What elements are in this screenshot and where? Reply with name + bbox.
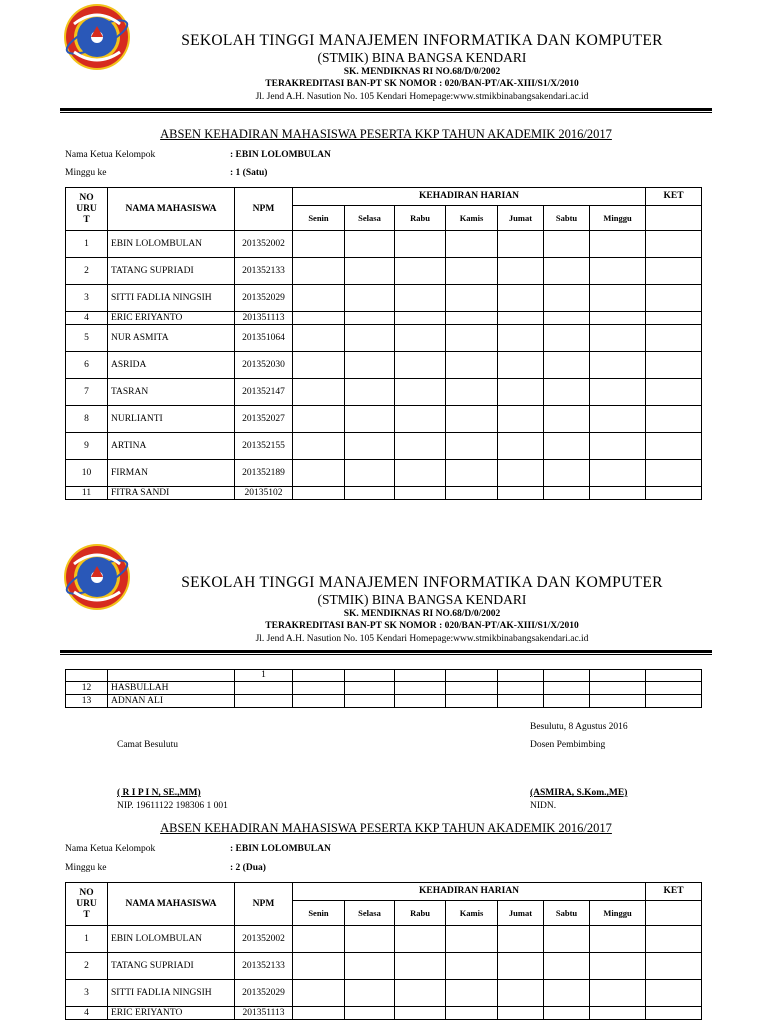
attendance-cell[interactable] xyxy=(498,460,544,487)
row-nama: ADNAN ALI xyxy=(108,695,235,708)
attendance-cell[interactable] xyxy=(544,1007,590,1020)
right-signer-role: Dosen Pembimbing xyxy=(530,740,606,750)
attendance-cell[interactable] xyxy=(293,406,345,433)
row-npm: 201352002 xyxy=(235,926,293,953)
attendance-cell[interactable] xyxy=(293,682,345,695)
attendance-cell[interactable] xyxy=(544,258,590,285)
row-nama: SITTI FADLIA NINGSIH xyxy=(108,285,235,312)
ket-cell[interactable] xyxy=(646,695,702,708)
col-no-header: NO URU T xyxy=(66,883,108,926)
attendance-cell[interactable] xyxy=(345,285,395,312)
attendance-cell[interactable] xyxy=(345,487,395,500)
table-row xyxy=(66,433,702,460)
row-npm: 201352133 xyxy=(235,258,293,285)
row-npm: 201351113 xyxy=(235,312,293,325)
col-ket-header: KET xyxy=(646,188,702,206)
attendance-cell[interactable] xyxy=(590,953,646,980)
institution-short: (STMIK) BINA BANGSA KENDARI xyxy=(317,50,527,65)
row-no: 2 xyxy=(66,953,108,980)
ket-cell[interactable] xyxy=(646,980,702,1007)
attendance-cell[interactable] xyxy=(395,325,446,352)
row-nama: ARTINA xyxy=(108,433,235,460)
letterhead-rule-thin xyxy=(60,654,712,655)
table-row xyxy=(66,285,702,312)
attendance-cell[interactable] xyxy=(446,406,498,433)
attendance-cell[interactable] xyxy=(395,1007,446,1020)
day-selasa: Selasa xyxy=(345,901,395,926)
row-npm: 201352029 xyxy=(235,285,293,312)
table-row xyxy=(66,980,702,1007)
attendance-cell[interactable] xyxy=(293,695,345,708)
institution-address: Jl. Jend A.H. Nasution No. 105 Kendari Homepage:www.stmikbinabangsakendari.ac.id xyxy=(255,92,589,102)
row-no: 1 xyxy=(66,926,108,953)
table-row xyxy=(66,1007,702,1020)
attendance-cell[interactable] xyxy=(544,487,590,500)
row-npm xyxy=(235,682,293,695)
attendance-cell[interactable] xyxy=(446,926,498,953)
left-signer-role: Camat Besulutu xyxy=(117,740,178,750)
ket-cell[interactable] xyxy=(646,953,702,980)
attendance-cell[interactable] xyxy=(446,695,498,708)
ket-cell[interactable] xyxy=(646,379,702,406)
row-npm: 201352155 xyxy=(235,433,293,460)
left-signer-name: ( R I P I N, SE.,MM) xyxy=(117,788,201,798)
row-nama: TASRAN xyxy=(108,379,235,406)
attendance-cell[interactable] xyxy=(395,460,446,487)
attendance-cell[interactable] xyxy=(446,460,498,487)
ketua-label: Nama Ketua Kelompok xyxy=(65,150,156,160)
ket-cell[interactable] xyxy=(646,406,702,433)
row-nama: EBIN LOLOMBULAN xyxy=(108,926,235,953)
row-npm: 201352147 xyxy=(235,379,293,406)
attendance-cell[interactable] xyxy=(544,325,590,352)
table-row xyxy=(66,926,702,953)
attendance-cell[interactable] xyxy=(590,258,646,285)
row-npm: 201352189 xyxy=(235,460,293,487)
attendance-cell[interactable] xyxy=(395,980,446,1007)
ket-sub xyxy=(646,206,702,231)
attendance-cell[interactable] xyxy=(498,487,544,500)
minggu-label: Minggu ke xyxy=(65,863,107,873)
attendance-cell[interactable] xyxy=(293,980,345,1007)
day-selasa: Selasa xyxy=(345,206,395,231)
attendance-cell[interactable] xyxy=(293,953,345,980)
col-nama-header: NAMA MAHASISWA xyxy=(108,883,235,926)
attendance-cell[interactable] xyxy=(498,312,544,325)
attendance-cell[interactable] xyxy=(395,312,446,325)
attendance-cell[interactable] xyxy=(293,231,345,258)
table-row xyxy=(66,379,702,406)
day-senin: Senin xyxy=(293,901,345,926)
institution-address: Jl. Jend A.H. Nasution No. 105 Kendari Homepage:www.stmikbinabangsakendari.ac.id xyxy=(255,634,589,644)
attendance-cell[interactable] xyxy=(544,980,590,1007)
attendance-cell[interactable] xyxy=(395,487,446,500)
table-row xyxy=(66,953,702,980)
attendance-cell[interactable] xyxy=(293,258,345,285)
row-npm: 201351113 xyxy=(235,1007,293,1020)
col-nama-header: NAMA MAHASISWA xyxy=(108,188,235,231)
day-rabu: Rabu xyxy=(395,901,446,926)
attendance-cell[interactable] xyxy=(293,379,345,406)
attendance-cell[interactable] xyxy=(293,352,345,379)
week-2-rows xyxy=(66,926,702,1020)
day-minggu: Minggu xyxy=(590,901,646,926)
attendance-cell[interactable] xyxy=(498,379,544,406)
attendance-cell[interactable] xyxy=(293,312,345,325)
ket-cell[interactable] xyxy=(646,231,702,258)
attendance-cell[interactable] xyxy=(590,433,646,460)
attendance-cell[interactable] xyxy=(590,695,646,708)
attendance-cell[interactable] xyxy=(498,926,544,953)
attendance-cell[interactable] xyxy=(293,926,345,953)
row-no: 3 xyxy=(66,980,108,1007)
attendance-table-continued xyxy=(65,669,702,708)
col-kehadiran-header: KEHADIRAN HARIAN xyxy=(293,883,646,901)
npm-tail: 1 xyxy=(235,670,293,682)
attendance-cell[interactable] xyxy=(345,406,395,433)
attendance-cell[interactable] xyxy=(446,285,498,312)
attendance-cell[interactable] xyxy=(345,231,395,258)
row-nama: EBIN LOLOMBULAN xyxy=(108,231,235,258)
attendance-cell[interactable] xyxy=(590,312,646,325)
attendance-cell[interactable] xyxy=(293,325,345,352)
row-nama: NUR ASMITA xyxy=(108,325,235,352)
row-no: 10 xyxy=(66,460,108,487)
row-nama: HASBULLAH xyxy=(108,682,235,695)
attendance-cell[interactable] xyxy=(345,980,395,1007)
row-no: 9 xyxy=(66,433,108,460)
attendance-cell[interactable] xyxy=(498,953,544,980)
institution-sk: SK. MENDIKNAS RI NO.68/D/0/2002 xyxy=(343,67,501,77)
minggu-value: : 2 (Dua) xyxy=(230,863,266,873)
col-npm-header: NPM xyxy=(235,883,293,926)
ket-cell[interactable] xyxy=(646,352,702,379)
row-no: 3 xyxy=(66,285,108,312)
ket-cell[interactable] xyxy=(646,325,702,352)
ket-cell[interactable] xyxy=(646,460,702,487)
attendance-cell[interactable] xyxy=(395,406,446,433)
attendance-cell[interactable] xyxy=(293,285,345,312)
institution-accreditation: TERAKREDITASI BAN-PT SK NOMOR : 020/BAN-PT/AK-XIII/S1/X/2010 xyxy=(265,79,579,89)
day-minggu: Minggu xyxy=(590,206,646,231)
attendance-cell[interactable] xyxy=(544,231,590,258)
attendance-cell[interactable] xyxy=(395,926,446,953)
attendance-cell[interactable] xyxy=(498,980,544,1007)
attendance-cell[interactable] xyxy=(544,953,590,980)
table-row xyxy=(66,406,702,433)
attendance-cell[interactable] xyxy=(345,325,395,352)
attendance-cell[interactable] xyxy=(498,682,544,695)
row-npm: 201352027 xyxy=(235,406,293,433)
attendance-cell[interactable] xyxy=(590,980,646,1007)
letterhead-rule xyxy=(60,650,712,653)
letterhead-rule-thin xyxy=(60,112,712,113)
ket-cell[interactable] xyxy=(646,285,702,312)
table-row xyxy=(66,258,702,285)
row-no: 4 xyxy=(66,312,108,325)
ket-cell[interactable] xyxy=(646,926,702,953)
document-title: ABSEN KEHADIRAN MAHASISWA PESERTA KKP TAHUN AKADEMIK 2016/2017 xyxy=(160,127,612,141)
attendance-cell[interactable] xyxy=(544,460,590,487)
day-jumat: Jumat xyxy=(498,206,544,231)
attendance-cell[interactable] xyxy=(345,352,395,379)
attendance-cell[interactable] xyxy=(590,352,646,379)
attendance-cell[interactable] xyxy=(590,379,646,406)
attendance-cell[interactable] xyxy=(395,682,446,695)
attendance-cell[interactable] xyxy=(345,433,395,460)
ket-cell[interactable] xyxy=(646,258,702,285)
institution-short: (STMIK) BINA BANGSA KENDARI xyxy=(317,592,527,607)
day-jumat: Jumat xyxy=(498,901,544,926)
attendance-cell[interactable] xyxy=(590,1007,646,1020)
ket-cell[interactable] xyxy=(646,312,702,325)
right-signer-name: (ASMIRA, S.Kom.,ME) xyxy=(530,788,628,798)
attendance-cell[interactable] xyxy=(544,695,590,708)
attendance-cell[interactable] xyxy=(395,433,446,460)
row-nama: FIRMAN xyxy=(108,460,235,487)
col-kehadiran-header: KEHADIRAN HARIAN xyxy=(293,188,646,206)
table-row xyxy=(66,695,702,708)
col-ket-header: KET xyxy=(646,883,702,901)
attendance-cell[interactable] xyxy=(446,379,498,406)
attendance-cell[interactable] xyxy=(498,406,544,433)
attendance-cell[interactable] xyxy=(446,352,498,379)
row-nama: TATANG SUPRIADI xyxy=(108,258,235,285)
table-row xyxy=(66,352,702,379)
attendance-cell[interactable] xyxy=(498,258,544,285)
attendance-cell[interactable] xyxy=(293,1007,345,1020)
row-no: 13 xyxy=(66,695,108,708)
place-date: Besulutu, 8 Agustus 2016 xyxy=(530,722,628,732)
attendance-cell[interactable] xyxy=(446,433,498,460)
attendance-cell[interactable] xyxy=(590,460,646,487)
letterhead-rule xyxy=(60,108,712,111)
ket-cell[interactable] xyxy=(646,682,702,695)
row-no: 2 xyxy=(66,258,108,285)
row-nama: SITTI FADLIA NINGSIH xyxy=(108,980,235,1007)
row-no: 5 xyxy=(66,325,108,352)
col-no-header: NO URU T xyxy=(66,188,108,231)
attendance-cell[interactable] xyxy=(395,953,446,980)
attendance-cell[interactable] xyxy=(544,682,590,695)
attendance-cell[interactable] xyxy=(544,312,590,325)
minggu-value: : 1 (Satu) xyxy=(230,168,268,178)
week-1-rows xyxy=(66,231,702,500)
attendance-cell[interactable] xyxy=(395,285,446,312)
attendance-cell[interactable] xyxy=(395,352,446,379)
table-row xyxy=(66,325,702,352)
row-npm: 201352030 xyxy=(235,352,293,379)
attendance-cell[interactable] xyxy=(395,695,446,708)
attendance-cell[interactable] xyxy=(498,352,544,379)
attendance-cell[interactable] xyxy=(345,379,395,406)
stmik-logo-icon xyxy=(62,2,132,72)
page-2 xyxy=(0,540,768,1024)
attendance-cell[interactable] xyxy=(498,285,544,312)
attendance-cell[interactable] xyxy=(446,953,498,980)
row-npm: 201351064 xyxy=(235,325,293,352)
row-nama: ERIC ERIYANTO xyxy=(108,312,235,325)
ket-cell[interactable] xyxy=(646,433,702,460)
attendance-cell[interactable] xyxy=(498,433,544,460)
attendance-cell[interactable] xyxy=(544,352,590,379)
attendance-cell[interactable] xyxy=(446,325,498,352)
attendance-cell[interactable] xyxy=(446,258,498,285)
ketua-value: : EBIN LOLOMBULAN xyxy=(230,844,331,854)
attendance-cell[interactable] xyxy=(498,695,544,708)
attendance-cell[interactable] xyxy=(345,460,395,487)
institution-accreditation: TERAKREDITASI BAN-PT SK NOMOR : 020/BAN-PT/AK-XIII/S1/X/2010 xyxy=(265,621,579,631)
row-no: 1 xyxy=(66,231,108,258)
attendance-cell[interactable] xyxy=(590,231,646,258)
day-senin: Senin xyxy=(293,206,345,231)
row-npm: 20135102 xyxy=(235,487,293,500)
row-no: 12 xyxy=(66,682,108,695)
table-row xyxy=(66,670,702,682)
document-title: ABSEN KEHADIRAN MAHASISWA PESERTA KKP TAHUN AKADEMIK 2016/2017 xyxy=(160,821,612,835)
row-no: 4 xyxy=(66,1007,108,1020)
ket-sub xyxy=(646,901,702,926)
attendance-cell[interactable] xyxy=(395,231,446,258)
attendance-cell[interactable] xyxy=(395,258,446,285)
institution-name: SEKOLAH TINGGI MANAJEMEN INFORMATIKA DAN KOMPUTER xyxy=(181,32,663,49)
row-nama: ERIC ERIYANTO xyxy=(108,1007,235,1020)
row-nama: ASRIDA xyxy=(108,352,235,379)
row-no: 8 xyxy=(66,406,108,433)
attendance-cell[interactable] xyxy=(293,487,345,500)
row-npm: 201352002 xyxy=(235,231,293,258)
attendance-table-week-1 xyxy=(65,187,702,500)
attendance-cell[interactable] xyxy=(590,325,646,352)
attendance-cell[interactable] xyxy=(544,285,590,312)
attendance-cell[interactable] xyxy=(345,953,395,980)
row-npm: 201352133 xyxy=(235,953,293,980)
day-sabtu: Sabtu xyxy=(544,206,590,231)
attendance-cell[interactable] xyxy=(293,433,345,460)
row-nama: TATANG SUPRIADI xyxy=(108,953,235,980)
table-row xyxy=(66,487,702,500)
attendance-cell[interactable] xyxy=(544,926,590,953)
attendance-cell[interactable] xyxy=(446,487,498,500)
left-signer-id: NIP. 19611122 198306 1 001 xyxy=(117,801,228,811)
attendance-cell[interactable] xyxy=(498,325,544,352)
attendance-cell[interactable] xyxy=(446,312,498,325)
table-row xyxy=(66,312,702,325)
attendance-cell[interactable] xyxy=(345,258,395,285)
attendance-cell[interactable] xyxy=(345,682,395,695)
attendance-cell[interactable] xyxy=(446,980,498,1007)
attendance-cell[interactable] xyxy=(544,379,590,406)
right-signer-id: NIDN. xyxy=(530,801,557,811)
table-row xyxy=(66,682,702,695)
attendance-cell[interactable] xyxy=(498,1007,544,1020)
attendance-cell[interactable] xyxy=(293,460,345,487)
attendance-cell[interactable] xyxy=(590,487,646,500)
minggu-label: Minggu ke xyxy=(65,168,107,178)
ket-cell[interactable] xyxy=(646,1007,702,1020)
attendance-cell[interactable] xyxy=(544,433,590,460)
ket-cell[interactable] xyxy=(646,487,702,500)
attendance-table-week-2 xyxy=(65,882,702,1020)
attendance-cell[interactable] xyxy=(590,926,646,953)
attendance-cell[interactable] xyxy=(544,406,590,433)
row-no: 11 xyxy=(66,487,108,500)
attendance-cell[interactable] xyxy=(446,1007,498,1020)
day-rabu: Rabu xyxy=(395,206,446,231)
attendance-cell[interactable] xyxy=(395,379,446,406)
table-row xyxy=(66,460,702,487)
day-sabtu: Sabtu xyxy=(544,901,590,926)
attendance-cell[interactable] xyxy=(345,312,395,325)
ketua-value: : EBIN LOLOMBULAN xyxy=(230,150,331,160)
stmik-logo-icon xyxy=(62,542,132,612)
attendance-cell[interactable] xyxy=(345,1007,395,1020)
table-row xyxy=(66,231,702,258)
attendance-cell[interactable] xyxy=(446,231,498,258)
continued-rows xyxy=(66,670,702,708)
attendance-cell[interactable] xyxy=(590,682,646,695)
attendance-cell[interactable] xyxy=(590,406,646,433)
attendance-cell[interactable] xyxy=(446,682,498,695)
col-npm-header: NPM xyxy=(235,188,293,231)
attendance-cell[interactable] xyxy=(345,695,395,708)
institution-name: SEKOLAH TINGGI MANAJEMEN INFORMATIKA DAN KOMPUTER xyxy=(181,574,663,591)
row-npm xyxy=(235,695,293,708)
attendance-cell[interactable] xyxy=(590,285,646,312)
row-no: 7 xyxy=(66,379,108,406)
attendance-cell[interactable] xyxy=(345,926,395,953)
day-kamis: Kamis xyxy=(446,901,498,926)
day-kamis: Kamis xyxy=(446,206,498,231)
row-nama: FITRA SANDI xyxy=(108,487,235,500)
row-no: 6 xyxy=(66,352,108,379)
row-npm: 201352029 xyxy=(235,980,293,1007)
institution-sk: SK. MENDIKNAS RI NO.68/D/0/2002 xyxy=(343,609,501,619)
attendance-cell[interactable] xyxy=(498,231,544,258)
ketua-label: Nama Ketua Kelompok xyxy=(65,844,156,854)
row-nama: NURLIANTI xyxy=(108,406,235,433)
